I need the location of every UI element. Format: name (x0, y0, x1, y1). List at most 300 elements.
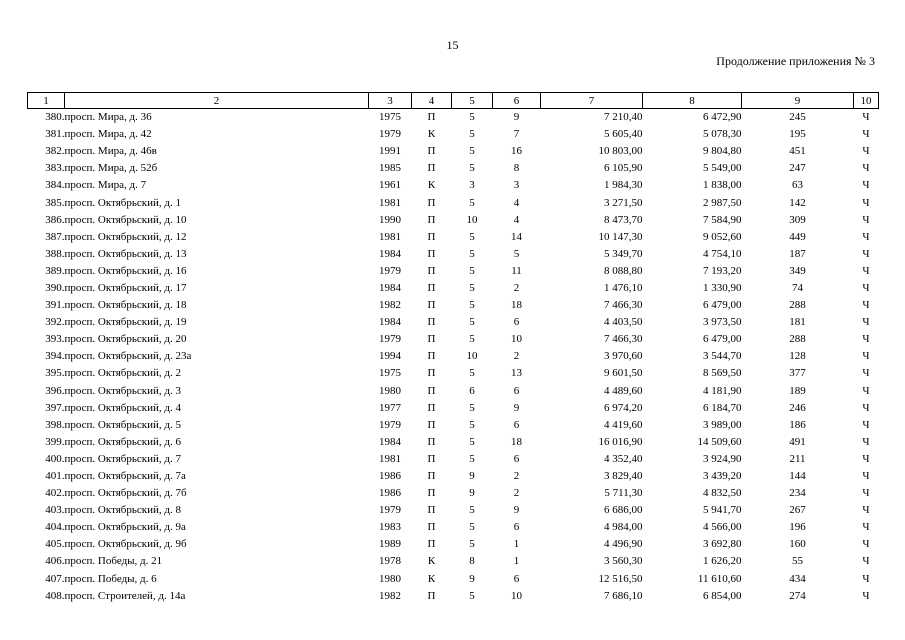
wall-material-cell: П (427, 299, 436, 312)
table-row (28, 434, 879, 451)
table-row (28, 280, 879, 297)
entrances-cell: 14 (511, 230, 522, 243)
entrances-cell: 4 (513, 213, 520, 226)
address-cell: просп. Октябрьский, д. 6 (64, 435, 182, 448)
table-row (28, 314, 879, 331)
living-area-cell: 3 924,90 (703, 452, 742, 465)
row-number-cell: 391. (45, 299, 65, 312)
year-built-cell: 1985 (379, 162, 401, 175)
table-header-row (28, 93, 879, 109)
wall-material-cell: П (427, 452, 436, 465)
living-area-cell: 3 439,20 (703, 470, 742, 483)
table-row (28, 536, 879, 553)
address-cell: просп. Октябрьский, д. 1 (64, 196, 182, 209)
floors-cell: 5 (469, 452, 475, 465)
address-cell: просп. Октябрьский, д. 2 (64, 367, 182, 380)
address-cell: просп. Мира, д. 52б (64, 162, 158, 175)
total-area-cell: 5 711,30 (604, 487, 643, 500)
table-row (28, 571, 879, 588)
table-row (28, 502, 879, 519)
wall-material-cell: П (427, 384, 436, 397)
residents-cell: 449 (789, 230, 806, 243)
floors-cell: 8 (469, 555, 475, 568)
address-cell: просп. Мира, д. 36 (64, 111, 152, 124)
floors-cell: 5 (469, 316, 475, 329)
ownership-cell: Ч (862, 470, 870, 483)
entrances-cell: 2 (513, 350, 520, 363)
column-header: 7 (541, 93, 643, 109)
total-area-cell: 8 088,80 (604, 264, 643, 277)
table-row (28, 348, 879, 365)
table-row (28, 263, 879, 280)
table-row (28, 400, 879, 417)
floors-cell: 6 (469, 384, 475, 397)
address-cell: просп. Октябрьский, д. 3 (64, 384, 182, 397)
ownership-cell: Ч (862, 196, 870, 209)
column-header: 10 (854, 93, 879, 109)
floors-cell: 5 (469, 401, 475, 414)
wall-material-cell: П (427, 418, 436, 431)
living-area-cell: 2 987,50 (703, 196, 742, 209)
ownership-cell: Ч (862, 435, 870, 448)
row-number-cell: 390. (45, 281, 65, 294)
ownership-cell: Ч (862, 179, 870, 192)
residents-cell: 234 (789, 487, 806, 500)
year-built-cell: 1979 (379, 128, 401, 141)
wall-material-cell: П (427, 247, 436, 260)
address-cell: просп. Октябрьский, д. 9б (64, 538, 187, 551)
table-row (28, 297, 879, 314)
year-built-cell: 1986 (379, 470, 401, 483)
year-built-cell: 1984 (379, 247, 401, 260)
entrances-cell: 13 (511, 367, 522, 380)
wall-material-cell: К (427, 572, 436, 585)
floors-cell: 5 (469, 333, 475, 346)
total-area-cell: 12 516,50 (598, 572, 643, 585)
wall-material-cell: П (427, 230, 436, 243)
total-area-cell: 16 016,90 (598, 435, 643, 448)
address-cell: просп. Октябрьский, д. 9а (64, 521, 186, 534)
ownership-cell: Ч (862, 162, 870, 175)
entrances-cell: 18 (511, 435, 522, 448)
floors-cell: 5 (469, 264, 475, 277)
floors-cell: 10 (466, 350, 478, 363)
ownership-cell: Ч (862, 264, 870, 277)
ownership-cell: Ч (862, 452, 870, 465)
wall-material-cell: К (427, 128, 436, 141)
entrances-cell: 8 (513, 162, 520, 175)
entrances-cell: 9 (513, 111, 520, 124)
entrances-cell: 2 (513, 487, 520, 500)
residents-cell: 187 (789, 247, 806, 260)
living-area-cell: 4 832,50 (703, 487, 742, 500)
address-cell: просп. Октябрьский, д. 5 (64, 418, 182, 431)
column-header: 6 (493, 93, 541, 109)
column-header: 4 (412, 93, 452, 109)
year-built-cell: 1982 (379, 589, 401, 602)
wall-material-cell: К (427, 555, 436, 568)
living-area-cell: 3 973,50 (703, 316, 742, 329)
floors-cell: 5 (469, 418, 475, 431)
living-area-cell: 14 509,60 (697, 435, 742, 448)
table-row (28, 143, 879, 160)
row-number-cell: 394. (45, 350, 65, 363)
wall-material-cell: П (427, 435, 436, 448)
residents-cell: 309 (789, 213, 806, 226)
wall-material-cell: П (427, 470, 436, 483)
ownership-cell: Ч (862, 589, 870, 602)
residents-cell: 196 (789, 521, 806, 534)
floors-cell: 9 (469, 572, 475, 585)
residents-cell: 189 (789, 384, 806, 397)
total-area-cell: 3 970,60 (604, 350, 643, 363)
ownership-cell: Ч (862, 111, 870, 124)
address-cell: просп. Октябрьский, д. 12 (64, 230, 187, 243)
year-built-cell: 1979 (379, 264, 401, 277)
address-cell: просп. Победы, д. 6 (64, 572, 157, 585)
table-row (28, 519, 879, 536)
table-row (28, 126, 879, 143)
residents-cell: 491 (789, 435, 806, 448)
total-area-cell: 1 476,10 (604, 281, 643, 294)
year-built-cell: 1981 (379, 196, 401, 209)
entrances-cell: 6 (513, 316, 520, 329)
address-cell: просп. Октябрьский, д. 23а (64, 350, 192, 363)
buildings-table (27, 92, 879, 605)
year-built-cell: 1961 (379, 179, 401, 192)
living-area-cell: 3 544,70 (703, 350, 742, 363)
entrances-cell: 1 (513, 555, 520, 568)
address-cell: просп. Победы, д. 21 (64, 555, 163, 568)
year-built-cell: 1981 (379, 230, 401, 243)
wall-material-cell: П (427, 316, 436, 329)
residents-cell: 128 (789, 350, 806, 363)
ownership-cell: Ч (862, 213, 870, 226)
entrances-cell: 16 (511, 145, 522, 158)
ownership-cell: Ч (862, 316, 870, 329)
wall-material-cell: П (427, 521, 436, 534)
entrances-cell: 11 (511, 264, 522, 277)
column-header: 8 (643, 93, 742, 109)
living-area-cell: 1 626,20 (703, 555, 742, 568)
living-area-cell: 9 052,60 (703, 230, 742, 243)
total-area-cell: 5 349,70 (604, 247, 643, 260)
address-cell: просп. Мира, д. 46в (64, 145, 157, 158)
total-area-cell: 7 210,40 (604, 111, 643, 124)
year-built-cell: 1979 (379, 504, 401, 517)
row-number-cell: 383. (45, 162, 65, 175)
address-cell: просп. Октябрьский, д. 16 (64, 264, 187, 277)
residents-cell: 160 (789, 538, 806, 551)
residents-cell: 211 (789, 452, 806, 465)
entrances-cell: 6 (513, 384, 520, 397)
row-number-cell: 380. (45, 111, 65, 124)
year-built-cell: 1994 (379, 350, 401, 363)
residents-cell: 245 (789, 111, 806, 124)
year-built-cell: 1982 (379, 299, 401, 312)
address-cell: просп. Октябрьский, д. 20 (64, 333, 187, 346)
row-number-cell: 404. (45, 521, 65, 534)
entrances-cell: 9 (513, 401, 520, 414)
floors-cell: 3 (469, 179, 475, 192)
row-number-cell: 387. (45, 230, 65, 243)
year-built-cell: 1981 (379, 452, 401, 465)
year-built-cell: 1980 (379, 572, 401, 585)
total-area-cell: 4 496,90 (604, 538, 643, 551)
floors-cell: 9 (469, 487, 475, 500)
residents-cell: 195 (789, 128, 806, 141)
ownership-cell: Ч (862, 145, 870, 158)
living-area-cell: 4 566,00 (703, 521, 742, 534)
year-built-cell: 1979 (379, 333, 401, 346)
ownership-cell: Ч (862, 350, 870, 363)
row-number-cell: 395. (45, 367, 65, 380)
table-row (28, 485, 879, 502)
floors-cell: 5 (469, 162, 475, 175)
row-number-cell: 397. (45, 401, 65, 414)
living-area-cell: 5 941,70 (703, 504, 742, 517)
row-number-cell: 401. (45, 470, 65, 483)
living-area-cell: 5 549,00 (703, 162, 742, 175)
living-area-cell: 8 569,50 (703, 367, 742, 380)
floors-cell: 5 (469, 145, 475, 158)
ownership-cell: Ч (862, 367, 870, 380)
wall-material-cell: П (427, 367, 436, 380)
address-cell: просп. Октябрьский, д. 7а (64, 470, 186, 483)
row-number-cell: 381. (45, 128, 65, 141)
row-number-cell: 388. (45, 247, 65, 260)
residents-cell: 246 (789, 401, 806, 414)
row-number-cell: 396. (45, 384, 65, 397)
living-area-cell: 1 838,00 (703, 179, 742, 192)
table-row (28, 212, 879, 229)
total-area-cell: 6 686,00 (604, 504, 643, 517)
wall-material-cell: П (427, 145, 436, 158)
living-area-cell: 9 804,80 (703, 145, 742, 158)
wall-material-cell: П (427, 333, 436, 346)
table-row (28, 331, 879, 348)
residents-cell: 63 (792, 179, 803, 192)
year-built-cell: 1975 (379, 111, 401, 124)
residents-cell: 288 (789, 299, 806, 312)
living-area-cell: 5 078,30 (703, 128, 742, 141)
ownership-cell: Ч (862, 128, 870, 141)
wall-material-cell: П (427, 350, 436, 363)
year-built-cell: 1977 (379, 401, 401, 414)
ownership-cell: Ч (862, 333, 870, 346)
residents-cell: 451 (789, 145, 806, 158)
year-built-cell: 1979 (379, 418, 401, 431)
year-built-cell: 1983 (379, 521, 401, 534)
entrances-cell: 6 (513, 418, 520, 431)
address-cell: просп. Октябрьский, д. 7 (64, 452, 182, 465)
floors-cell: 5 (469, 589, 475, 602)
living-area-cell: 1 330,90 (703, 281, 742, 294)
column-header: 5 (452, 93, 493, 109)
ownership-cell: Ч (862, 555, 870, 568)
total-area-cell: 3 560,30 (604, 555, 643, 568)
wall-material-cell: П (427, 504, 436, 517)
residents-cell: 74 (792, 281, 803, 294)
address-cell: просп. Октябрьский, д. 8 (64, 504, 182, 517)
row-number-cell: 393. (45, 333, 65, 346)
total-area-cell: 4 403,50 (604, 316, 643, 329)
table-row (28, 365, 879, 382)
living-area-cell: 6 472,90 (703, 111, 742, 124)
living-area-cell: 3 989,00 (703, 418, 742, 431)
table-row (28, 588, 879, 605)
ownership-cell: Ч (862, 230, 870, 243)
floors-cell: 5 (469, 435, 475, 448)
ownership-cell: Ч (862, 487, 870, 500)
entrances-cell: 7 (513, 128, 520, 141)
total-area-cell: 8 473,70 (604, 213, 643, 226)
residents-cell: 247 (789, 162, 806, 175)
address-cell: просп. Октябрьский, д. 7б (64, 487, 187, 500)
residents-cell: 186 (789, 418, 806, 431)
floors-cell: 5 (469, 504, 475, 517)
year-built-cell: 1989 (379, 538, 401, 551)
row-number-cell: 385. (45, 196, 65, 209)
row-number-cell: 407. (45, 572, 65, 585)
living-area-cell: 6 184,70 (703, 401, 742, 414)
row-number-cell: 386. (45, 213, 65, 226)
wall-material-cell: П (427, 281, 436, 294)
floors-cell: 9 (469, 470, 475, 483)
wall-material-cell: П (427, 401, 436, 414)
residents-cell: 142 (789, 196, 806, 209)
wall-material-cell: П (427, 213, 436, 226)
entrances-cell: 5 (513, 247, 520, 260)
address-cell: просп. Октябрьский, д. 19 (64, 316, 187, 329)
total-area-cell: 9 601,50 (604, 367, 643, 380)
total-area-cell: 4 489,60 (604, 384, 643, 397)
living-area-cell: 4 754,10 (703, 247, 742, 260)
total-area-cell: 3 829,40 (604, 470, 643, 483)
floors-cell: 5 (469, 247, 475, 260)
residents-cell: 181 (789, 316, 806, 329)
total-area-cell: 6 105,90 (604, 162, 643, 175)
ownership-cell: Ч (862, 521, 870, 534)
table-row (28, 417, 879, 434)
entrances-cell: 2 (513, 470, 520, 483)
address-cell: просп. Октябрьский, д. 13 (64, 247, 187, 260)
row-number-cell: 406. (45, 555, 65, 568)
floors-cell: 5 (469, 538, 475, 551)
row-number-cell: 405. (45, 538, 65, 551)
floors-cell: 5 (469, 299, 475, 312)
entrances-cell: 18 (511, 299, 522, 312)
table-row (28, 194, 879, 211)
entrances-cell: 6 (513, 572, 520, 585)
floors-cell: 5 (469, 128, 475, 141)
residents-cell: 434 (789, 572, 806, 585)
table-row (28, 468, 879, 485)
residents-cell: 144 (789, 470, 806, 483)
address-cell: просп. Октябрьский, д. 18 (64, 299, 187, 312)
floors-cell: 5 (469, 230, 475, 243)
residents-cell: 349 (789, 264, 806, 277)
total-area-cell: 7 686,10 (604, 589, 643, 602)
floors-cell: 5 (469, 196, 475, 209)
row-number-cell: 382. (45, 145, 65, 158)
total-area-cell: 6 974,20 (604, 401, 643, 414)
residents-cell: 274 (789, 589, 806, 602)
column-header: 2 (65, 93, 369, 109)
address-cell: просп. Мира, д. 42 (64, 128, 152, 141)
ownership-cell: Ч (862, 504, 870, 517)
ownership-cell: Ч (862, 538, 870, 551)
entrances-cell: 6 (513, 452, 520, 465)
living-area-cell: 6 479,00 (703, 333, 742, 346)
table-row (28, 553, 879, 570)
page-number: 15 (446, 38, 459, 52)
entrances-cell: 1 (513, 538, 520, 551)
year-built-cell: 1986 (379, 487, 401, 500)
year-built-cell: 1980 (379, 384, 401, 397)
total-area-cell: 3 271,50 (604, 196, 643, 209)
wall-material-cell: П (427, 264, 436, 277)
residents-cell: 267 (789, 504, 806, 517)
wall-material-cell: К (427, 179, 436, 192)
living-area-cell: 7 584,90 (703, 213, 742, 226)
continuation-label: Продолжение приложения № 3 (716, 54, 875, 68)
table-row (28, 451, 879, 468)
floors-cell: 10 (466, 213, 478, 226)
column-header: 1 (28, 93, 65, 109)
address-cell: просп. Строителей, д. 14а (64, 589, 186, 602)
address-cell: просп. Октябрьский, д. 4 (64, 401, 182, 414)
address-cell: просп. Октябрьский, д. 17 (64, 281, 187, 294)
entrances-cell: 3 (513, 179, 520, 192)
total-area-cell: 4 419,60 (604, 418, 643, 431)
year-built-cell: 1978 (379, 555, 401, 568)
entrances-cell: 10 (511, 333, 522, 346)
year-built-cell: 1991 (379, 145, 401, 158)
ownership-cell: Ч (862, 401, 870, 414)
row-number-cell: 402. (45, 487, 65, 500)
total-area-cell: 10 147,30 (598, 230, 643, 243)
row-number-cell: 392. (45, 316, 65, 329)
address-cell: просп. Октябрьский, д. 10 (64, 213, 187, 226)
wall-material-cell: П (427, 196, 436, 209)
wall-material-cell: П (427, 111, 436, 124)
table-row (28, 383, 879, 400)
entrances-cell: 9 (513, 504, 520, 517)
total-area-cell: 4 352,40 (604, 452, 643, 465)
row-number-cell: 408. (45, 589, 65, 602)
entrances-cell: 4 (513, 196, 520, 209)
row-number-cell: 389. (45, 264, 65, 277)
living-area-cell: 3 692,80 (703, 538, 742, 551)
ownership-cell: Ч (862, 572, 870, 585)
row-number-cell: 403. (45, 504, 65, 517)
year-built-cell: 1984 (379, 281, 401, 294)
living-area-cell: 6 479,00 (703, 299, 742, 312)
year-built-cell: 1984 (379, 435, 401, 448)
row-number-cell: 400. (45, 452, 65, 465)
year-built-cell: 1990 (379, 213, 401, 226)
total-area-cell: 7 466,30 (604, 299, 643, 312)
address-cell: просп. Мира, д. 7 (64, 179, 147, 192)
table-body (28, 109, 879, 605)
floors-cell: 5 (469, 281, 475, 294)
column-header: 9 (742, 93, 854, 109)
total-area-cell: 5 605,40 (604, 128, 643, 141)
ownership-cell: Ч (862, 299, 870, 312)
entrances-cell: 10 (511, 589, 522, 602)
ownership-cell: Ч (862, 281, 870, 294)
